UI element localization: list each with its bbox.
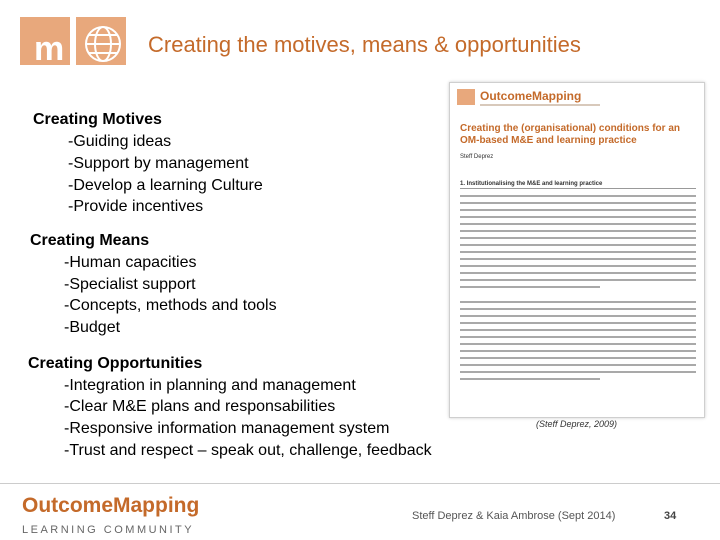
globe-icon [76,17,126,65]
document-logo-icon [457,89,475,105]
document-text-line [460,308,696,310]
section-heading-opportunities: Creating Opportunities [28,355,203,372]
document-text-line [460,315,696,317]
document-heading: 1. Institutionalising the M&E and learning practice [460,181,603,187]
slide-title: Creating the motives, means & opportunities [148,32,581,57]
list-item: -Budget [64,319,121,336]
logo-globe-icon [76,17,126,65]
document-text-line [460,336,696,338]
list-item: -Human capacities [64,254,197,271]
list-item: -Clear M&E plans and responsabilities [64,398,336,415]
list-item: -Support by management [68,155,249,172]
document-text-line [460,195,696,197]
document-header-rule [480,104,600,106]
document-text-line [460,272,696,274]
document-header: OutcomeMapping [480,89,582,103]
list-item: -Guiding ideas [68,133,172,150]
document-text-line [460,286,600,288]
document-text-line [460,265,696,267]
document-text-line [460,322,696,324]
footer-tagline: LEARNING COMMUNITY [22,524,195,536]
section-heading-motives: Creating Motives [33,111,162,128]
document-text-line [460,216,696,218]
list-item: -Trust and respect – speak out, challenge, feedback [64,442,432,459]
list-item: -Responsive information management system [64,420,390,437]
document-text-line [460,244,696,246]
footer-brand: OutcomeMapping [22,494,200,517]
document-text-line [460,371,696,373]
list-item: -Integration in planning and management [64,377,356,394]
document-thumbnail [449,82,705,418]
footer-divider [0,483,720,484]
image-caption: (Steff Deprez, 2009) [536,419,618,429]
logo-m-icon: m [20,17,70,65]
document-text-line [460,223,696,225]
document-text-line [460,357,696,359]
document-text-line [460,279,696,281]
list-item: -Provide incentives [68,198,204,215]
list-item: -Develop a learning Culture [68,177,263,194]
document-text-line [460,378,600,380]
document-text-line [460,230,696,232]
document-text-line [460,301,696,303]
document-text-line [460,350,696,352]
footer-citation: Steff Deprez & Kaia Ambrose (Sept 2014) [412,510,616,522]
list-item: -Specialist support [64,276,196,293]
document-text-line [460,258,696,260]
document-author: Steff Deprez [460,154,494,160]
page-number: 34 [664,510,677,522]
document-text-line [460,343,696,345]
list-item: -Concepts, methods and tools [64,297,277,314]
document-text-line [460,202,696,204]
document-text-line [460,209,696,211]
document-heading-rule [460,188,696,189]
document-text-line [460,329,696,331]
footer-logo [22,494,200,536]
document-text-line [460,251,696,253]
document-text-line [460,237,696,239]
document-text-line [460,364,696,366]
document-title: Creating the (organisational) conditions for an OM-based M&E and learning practice [460,123,681,146]
section-heading-means: Creating Means [30,232,150,249]
